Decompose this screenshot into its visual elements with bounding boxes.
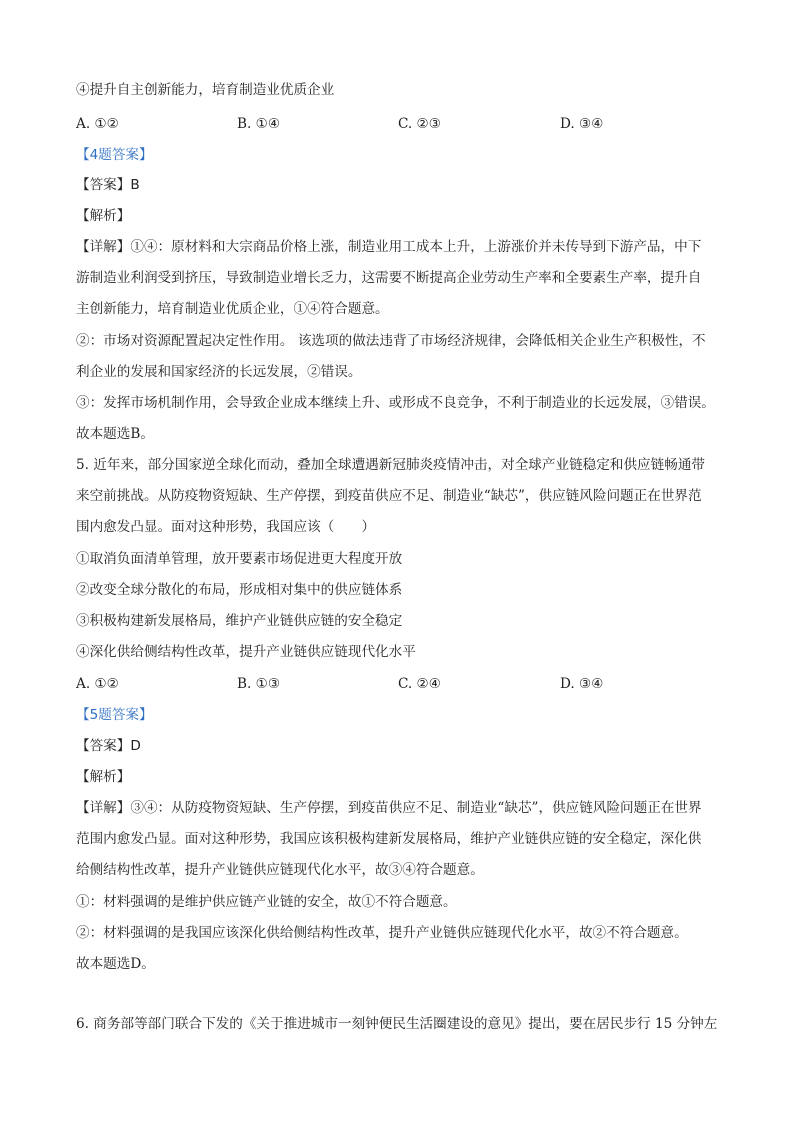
q5-analysis-label: 【解析】	[76, 769, 131, 785]
q4-option-4: ④提升自主创新能力，培育制造业优质企业	[76, 82, 335, 98]
q4-detail-line: 主创新能力，培育制造业优质企业，①④符合题意。	[76, 301, 389, 317]
q5-choices	[76, 674, 716, 694]
q5-choice-b: B. ①③	[237, 676, 281, 692]
q4-choice-a: A. ①②	[76, 116, 119, 132]
q6-stem-line: 6. 商务部等部门联合下发的《关于推进城市一刻钟便民生活圈建设的意见》提出，要在居民步行 15 分钟左	[76, 1016, 718, 1032]
q5-detail-line: 范围内愈发凸显。面对这种形势，我国应该积极构建新发展格局，维护产业链供应链的安全稳定，深化供	[76, 831, 702, 847]
q4-answer-header: 【4题答案】	[76, 147, 153, 163]
q5-option-4: ④深化供给侧结构性改革，提升产业链供应链现代化水平	[76, 644, 416, 660]
q4-detail-line: ③：发挥市场机制作用，会导致企业成本继续上升、或形成不良竞争，不利于制造业的长远发展，③错误。	[76, 395, 715, 411]
q4-choice-d: D. ③④	[560, 116, 604, 132]
q5-detail-line: ①：材料强调的是维护供应链产业链的安全，故①不符合题意。	[76, 894, 457, 910]
q5-stem-line: 围内愈发凸显。面对这种形势，我国应该（ ）	[76, 519, 376, 535]
q5-answer: 【答案】D	[76, 738, 141, 754]
q4-detail-line: 【详解】①④：原材料和大宗商品价格上涨，制造业用工成本上升，上游涨价并未传导到下游产品，中下	[76, 239, 702, 255]
q4-choice-b: B. ①④	[237, 116, 281, 132]
q5-option-3: ③积极构建新发展格局，维护产业链供应链的安全稳定	[76, 613, 403, 629]
q5-option-1: ①取消负面清单管理，放开要素市场促进更大程度开放	[76, 551, 403, 567]
q5-choice-c: C. ②④	[398, 676, 441, 692]
q5-detail-line: 给侧结构性改革，提升产业链供应链现代化水平，故③④符合题意。	[76, 862, 484, 878]
q5-choice-d: D. ③④	[560, 676, 604, 692]
q4-detail-line: ②：市场对资源配置起决定性作用。 该选项的做法违背了市场经济规律，会降低相关企业生产积极性，不	[76, 333, 706, 349]
q4-analysis-label: 【解析】	[76, 208, 131, 224]
q4-choices	[76, 114, 716, 134]
q5-option-2: ②改变全球分散化的布局，形成相对集中的供应链体系	[76, 582, 403, 598]
q5-stem-line: 来空前挑战。从防疫物资短缺、生产停摆，到疫苗供应不足、制造业“缺芯”，供应链风险问题正在世界范	[76, 488, 702, 504]
q5-stem-line: 5. 近年来，部分国家逆全球化而动，叠加全球遭遇新冠肺炎疫情冲击，对全球产业链稳定和供应链畅通带	[76, 457, 706, 473]
q4-choice-c: C. ②③	[398, 116, 441, 132]
q4-conclusion: 故本题选B。	[76, 426, 154, 442]
q4-detail-line: 游制造业利润受到挤压，导致制造业增长乏力，这需要不断提高企业劳动生产率和全要素生产率，提升自	[76, 270, 702, 286]
q5-choice-a: A. ①②	[76, 676, 119, 692]
q5-detail-line: ②：材料强调的是我国应该深化供给侧结构性改革，提升产业链供应链现代化水平，故②不符合题意。	[76, 925, 688, 941]
q5-conclusion: 故本题选D。	[76, 956, 155, 972]
q5-answer-header: 【5题答案】	[76, 707, 153, 723]
q4-detail-line: 利企业的发展和国家经济的长远发展，②错误。	[76, 364, 362, 380]
q5-detail-line: 【详解】③④：从防疫物资短缺、生产停摆，到疫苗供应不足、制造业“缺芯”，供应链风险问题正在世界	[76, 800, 702, 816]
q4-answer: 【答案】B	[76, 177, 140, 193]
